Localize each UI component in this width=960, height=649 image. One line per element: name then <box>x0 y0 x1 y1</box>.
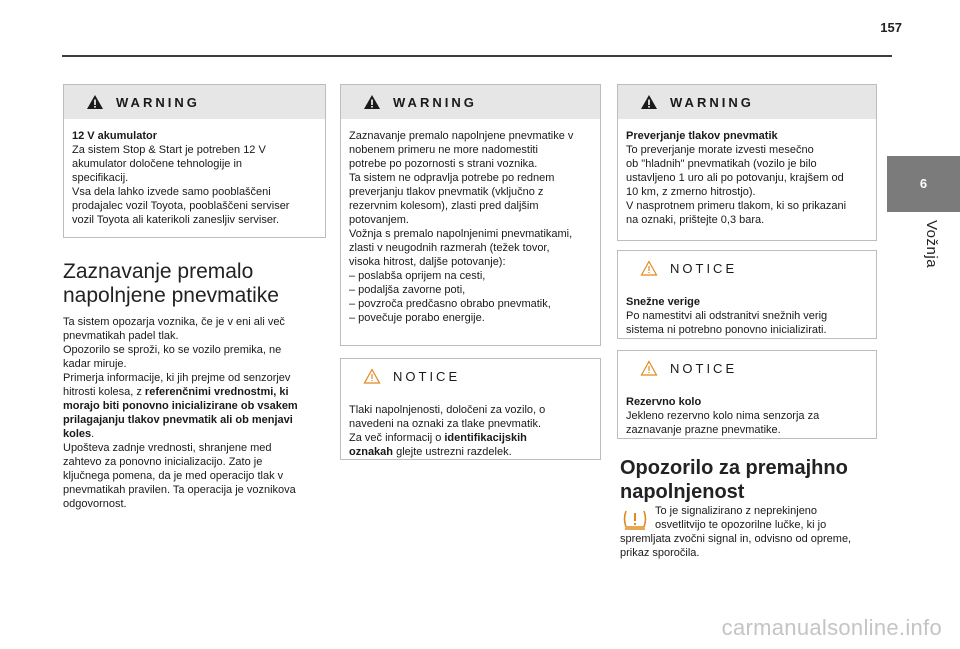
notice-header <box>341 359 600 393</box>
warning-box-battery <box>63 84 326 238</box>
identification-labels-link[interactable]: oznakah <box>349 446 394 458</box>
warning-line: nobenem primeru ne more nadomestiti <box>349 144 538 156</box>
warning-line: – povzroča predčasno obrabo pnevmatik, <box>349 298 551 310</box>
tyre-pressure-warning-lamp-icon <box>620 507 650 531</box>
notice-title: NOTICE <box>393 368 461 384</box>
body-line: pnevmatikah pravilen. Ta operacija je voznikova <box>63 484 296 496</box>
warning-line: Za sistem Stop & Start je potreben 12 V <box>72 144 266 156</box>
warning-line: specifikacij. <box>72 172 129 184</box>
body-line: Primerja informacije, ki jih prejme od senzorjev <box>63 372 291 384</box>
notice-text: Za več informacij o <box>349 432 445 444</box>
notice-heading: Snežne verige <box>626 296 700 308</box>
warning-line: V nasprotnem primeru tlakom, ki so prikazani <box>626 200 847 212</box>
alert-body-icon-lines <box>655 504 885 532</box>
notice-line: Tlaki napolnjenosti, določeni za vozilo, o <box>349 404 546 416</box>
warning-triangle-icon <box>86 94 104 110</box>
warning-title: WARNING <box>116 94 200 110</box>
warning-triangle-icon <box>640 94 658 110</box>
body-line: ključnega pomena, da je med operacijo tlak v <box>63 470 284 482</box>
page-number: 157 <box>880 20 902 35</box>
alert-body <box>620 532 885 560</box>
warning-line: visoka hitrost, daljše potovanje): <box>349 256 506 268</box>
warning-line: rezervnim kolesom), zlasti pred daljšim <box>349 200 539 212</box>
body-line: pnevmatikah padel tlak. <box>63 330 179 342</box>
body-bold-text: morajo biti ponovno inicializirane ob vsakem <box>63 400 298 412</box>
warning-line: potovanjem. <box>349 214 409 226</box>
body-line: To je signalizirano z neprekinjeno <box>655 505 818 517</box>
warning-line: preverjanju tlakov pnevmatik (vključno z <box>349 186 544 198</box>
body-text: . <box>91 428 95 440</box>
warning-line: To preverjanje morate izvesti mesečno <box>626 144 814 156</box>
notice-line: Jekleno rezervno kolo nima senzorja za <box>626 410 820 422</box>
warning-line: Vožnja s premalo napolnjenimi pnevmatikami, <box>349 228 573 240</box>
warning-box-pressure-check <box>617 84 877 241</box>
warning-triangle-icon <box>363 94 381 110</box>
warning-header <box>341 85 600 119</box>
warning-line: Vsa dela lahko izvede samo pooblaščeni <box>72 186 271 198</box>
body-line: Ta sistem opozarja voznika, če je v eni ali več <box>63 316 285 328</box>
notice-triangle-icon <box>640 360 658 376</box>
notice-line-mixed <box>349 431 592 445</box>
section-title-underinflation-alert <box>620 456 848 504</box>
notice-triangle-icon <box>363 368 381 384</box>
section-title-line: Opozorilo za premajhno <box>620 457 848 479</box>
warning-line: potrebe po pozornosti s strani voznika. <box>349 158 538 170</box>
notice-heading: Rezervno kolo <box>626 396 702 408</box>
body-bold-text: referenčnimi vrednostmi, ki <box>144 386 289 398</box>
chapter-title: Vožnja <box>923 220 940 269</box>
notice-line-mixed <box>349 445 592 459</box>
header-rule <box>62 55 892 57</box>
warning-line: vozil Toyota ali katerikoli zanesljiv serviser. <box>72 214 280 226</box>
warning-title: WARNING <box>670 94 754 110</box>
warning-line: – podaljša zavorne poti, <box>349 284 466 296</box>
notice-box-spare-wheel <box>617 350 877 439</box>
warning-heading: 12 V akumulator <box>72 130 157 142</box>
notice-line: zaznavanje prazne pnevmatike. <box>626 424 781 436</box>
warning-line: Zaznavanje premalo napolnjene pnevmatike v <box>349 130 574 142</box>
body-bold-text: koles <box>63 428 92 440</box>
body-line: prikaz sporočila. <box>620 547 700 559</box>
section-title-line: napolnjenost <box>620 481 745 503</box>
body-bold-text: prilagajanju tlakov pnevmatik ali ob menjavi <box>63 414 293 426</box>
body-text: hitrosti kolesa, z <box>63 386 145 398</box>
warning-title: WARNING <box>393 94 477 110</box>
warning-line: akumulator določene tehnologije in <box>72 158 243 170</box>
detection-body <box>63 315 333 511</box>
section-title-detection <box>63 260 279 308</box>
warning-line: ob "hladnih" pnevmatikah (vozilo je bilo <box>626 158 817 170</box>
identification-labels-link[interactable]: identifikacijskih <box>444 432 527 444</box>
chapter-tab[interactable]: 6 <box>887 156 960 212</box>
body-line: zahtevo za ponovno inicializacijo. Zato je <box>63 456 263 468</box>
warning-line: – povečuje porabo energije. <box>349 312 485 324</box>
warning-line: zlasti v neugodnih razmerah (težek tovor, <box>349 242 550 254</box>
body-line: odgovornost. <box>63 498 127 510</box>
warning-line: 10 km, z zmerno hitrostjo). <box>626 186 756 198</box>
section-title-line: napolnjene pnevmatike <box>63 284 279 307</box>
section-title-line: Zaznavanje premalo <box>63 260 254 283</box>
warning-line: ustavljeno 1 uro ali po potovanju, krajšem od <box>626 172 844 184</box>
notice-line: Po namestitvi ali odstranitvi snežnih verig <box>626 310 828 322</box>
notice-title: NOTICE <box>670 260 738 276</box>
warning-box-underinflation <box>340 84 601 346</box>
warning-line: na oznaki, prištejte 0,3 bara. <box>626 214 765 226</box>
notice-line: navedeni na oznaki za tlake pnevmatik. <box>349 418 542 430</box>
notice-title: NOTICE <box>670 360 738 376</box>
warning-header <box>618 85 876 119</box>
body-line: Opozorilo se sproži, ko se vozilo premika, ne <box>63 344 282 356</box>
body-line: spremljata zvočni signal in, odvisno od opreme, <box>620 533 852 545</box>
watermark: carmanualsonline.info <box>721 615 942 640</box>
body-line: kadar miruje. <box>63 358 127 370</box>
notice-box-pressure <box>340 358 601 460</box>
warning-line: Ta sistem ne odpravlja potrebe po rednem <box>349 172 555 184</box>
warning-heading: Preverjanje tlakov pnevmatik <box>626 130 778 142</box>
warning-line: – poslabša oprijem na cesti, <box>349 270 486 282</box>
notice-line: sistema ni potrebno ponovno inicializirati. <box>626 324 827 336</box>
warning-header <box>64 85 325 119</box>
body-line: osvetlitvijo te opozorilne lučke, ki jo <box>655 519 827 531</box>
notice-box-snow-chains <box>617 250 877 339</box>
notice-text: glejte ustrezni razdelek. <box>393 446 512 458</box>
body-line: Upošteva zadnje vrednosti, shranjene med <box>63 442 272 454</box>
body-line-mixed <box>63 385 333 399</box>
notice-header <box>618 251 876 285</box>
warning-line: prodajalec vozil Toyota, pooblaščeni serviser <box>72 200 290 212</box>
notice-triangle-icon <box>640 260 658 276</box>
body-line-mixed <box>63 427 333 441</box>
notice-header <box>618 351 876 385</box>
